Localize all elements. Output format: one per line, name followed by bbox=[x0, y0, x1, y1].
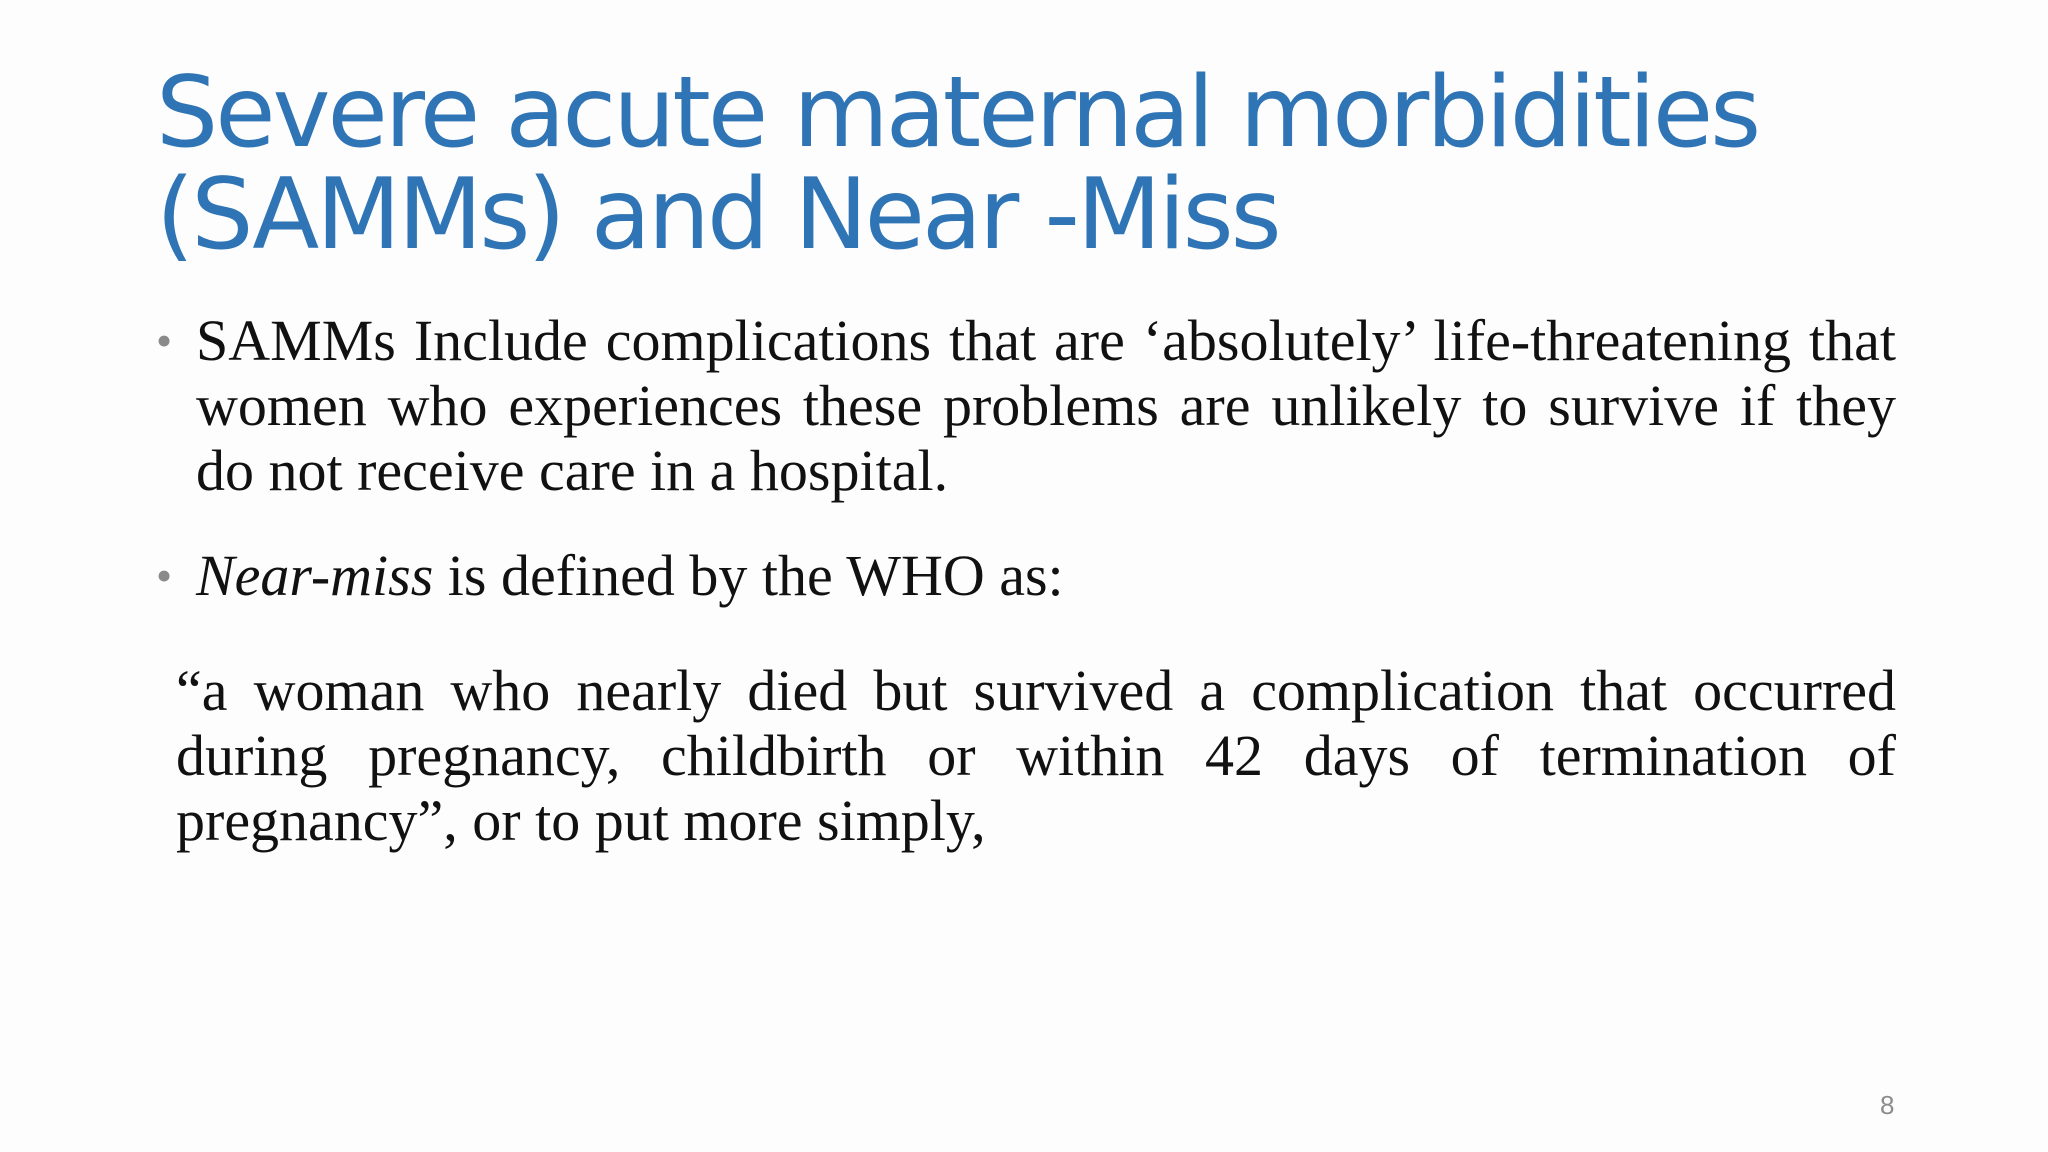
bullet-text-samms: SAMMs Include complications that are ‘absolutely’ life-threatening that women who experiences these problems are unlikely to survive if they do not receive care in a hospital. bbox=[196, 308, 1896, 503]
near-miss-term: Near-miss bbox=[196, 543, 434, 608]
slide-title-line-2: (SAMMs) and Near -Miss bbox=[156, 158, 1279, 272]
page-number: 8 bbox=[1880, 1090, 1895, 1120]
bullet-icon: • bbox=[156, 315, 173, 366]
who-definition-quote: “a woman who nearly died but survived a complication that occurred during pregnancy, childbirth or within 42 days of termination of pregnancy”, or to put more simply, bbox=[176, 658, 1896, 853]
bullet-item-near-miss bbox=[156, 543, 1896, 608]
bullet-item-samms bbox=[156, 308, 1896, 503]
bullet-list bbox=[156, 308, 1896, 608]
slide-title bbox=[156, 56, 1956, 272]
bullet-icon: • bbox=[156, 550, 173, 601]
slide-title-line-1: Severe acute maternal morbidities bbox=[156, 56, 1759, 170]
near-miss-definition-intro: is defined by the WHO as: bbox=[433, 543, 1064, 608]
